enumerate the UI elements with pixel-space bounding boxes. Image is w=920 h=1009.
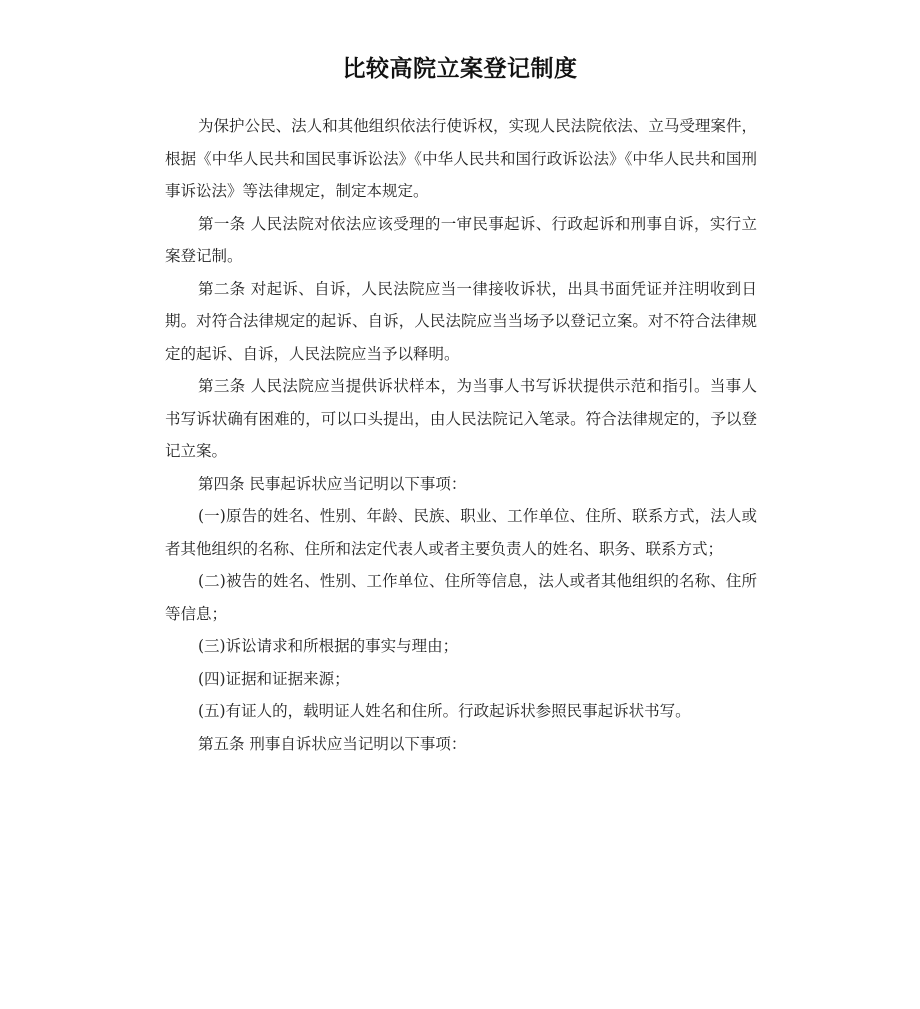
article-4-item-2: (二)被告的姓名、性别、工作单位、住所等信息，法人或者其他组织的名称、住所等信息； — [165, 572, 757, 623]
document-title: 比较高院立案登记制度 — [342, 56, 578, 82]
article-4-item-4: (四)证据和证据来源； — [198, 669, 350, 688]
article-1-paragraph: 第一条 人民法院对依法应该受理的一审民事起诉、行政起诉和刑事自诉，实行立案登记制。 — [165, 214, 757, 265]
article-5-paragraph: 第五条 刑事自诉状应当记明以下事项： — [198, 734, 467, 753]
article-2-paragraph: 第二条 对起诉、自诉，人民法院应当一律接收诉状，出具书面凭证并注明收到日期。对符合法律规定的起诉、自诉，人民法院应当当场予以登记立案。对不符合法律规定的起诉、自诉，人民法院应当予以释明。 — [165, 279, 757, 363]
article-4-paragraph: 第四条 民事起诉状应当记明以下事项： — [198, 474, 467, 493]
article-4-item-1: (一)原告的姓名、性别、年龄、民族、职业、工作单位、住所、联系方式，法人或者其他组织的名称、住所和法定代表人或者主要负责人的姓名、职务、联系方式； — [165, 507, 757, 558]
article-4-item-5: (五)有证人的，载明证人姓名和住所。行政起诉状参照民事起诉状书写。 — [198, 702, 691, 720]
document-body — [165, 110, 757, 760]
article-3-paragraph: 第三条 人民法院应当提供诉状样本，为当事人书写诉状提供示范和指引。当事人书写诉状确有困难的，可以口头提出，由人民法院记入笔录。符合法律规定的，予以登记立案。 — [165, 377, 757, 460]
preamble-paragraph: 为保护公民、法人和其他组织依法行使诉权，实现人民法院依法、立马受理案件，根据《中华人民共和国民事诉讼法》《中华人民共和国行政诉讼法》《中华人民共和国刑事诉讼法》等法律规定，制定本规定。 — [165, 117, 757, 200]
article-4-item-3: (三)诉讼请求和所根据的事实与理由； — [198, 637, 459, 655]
